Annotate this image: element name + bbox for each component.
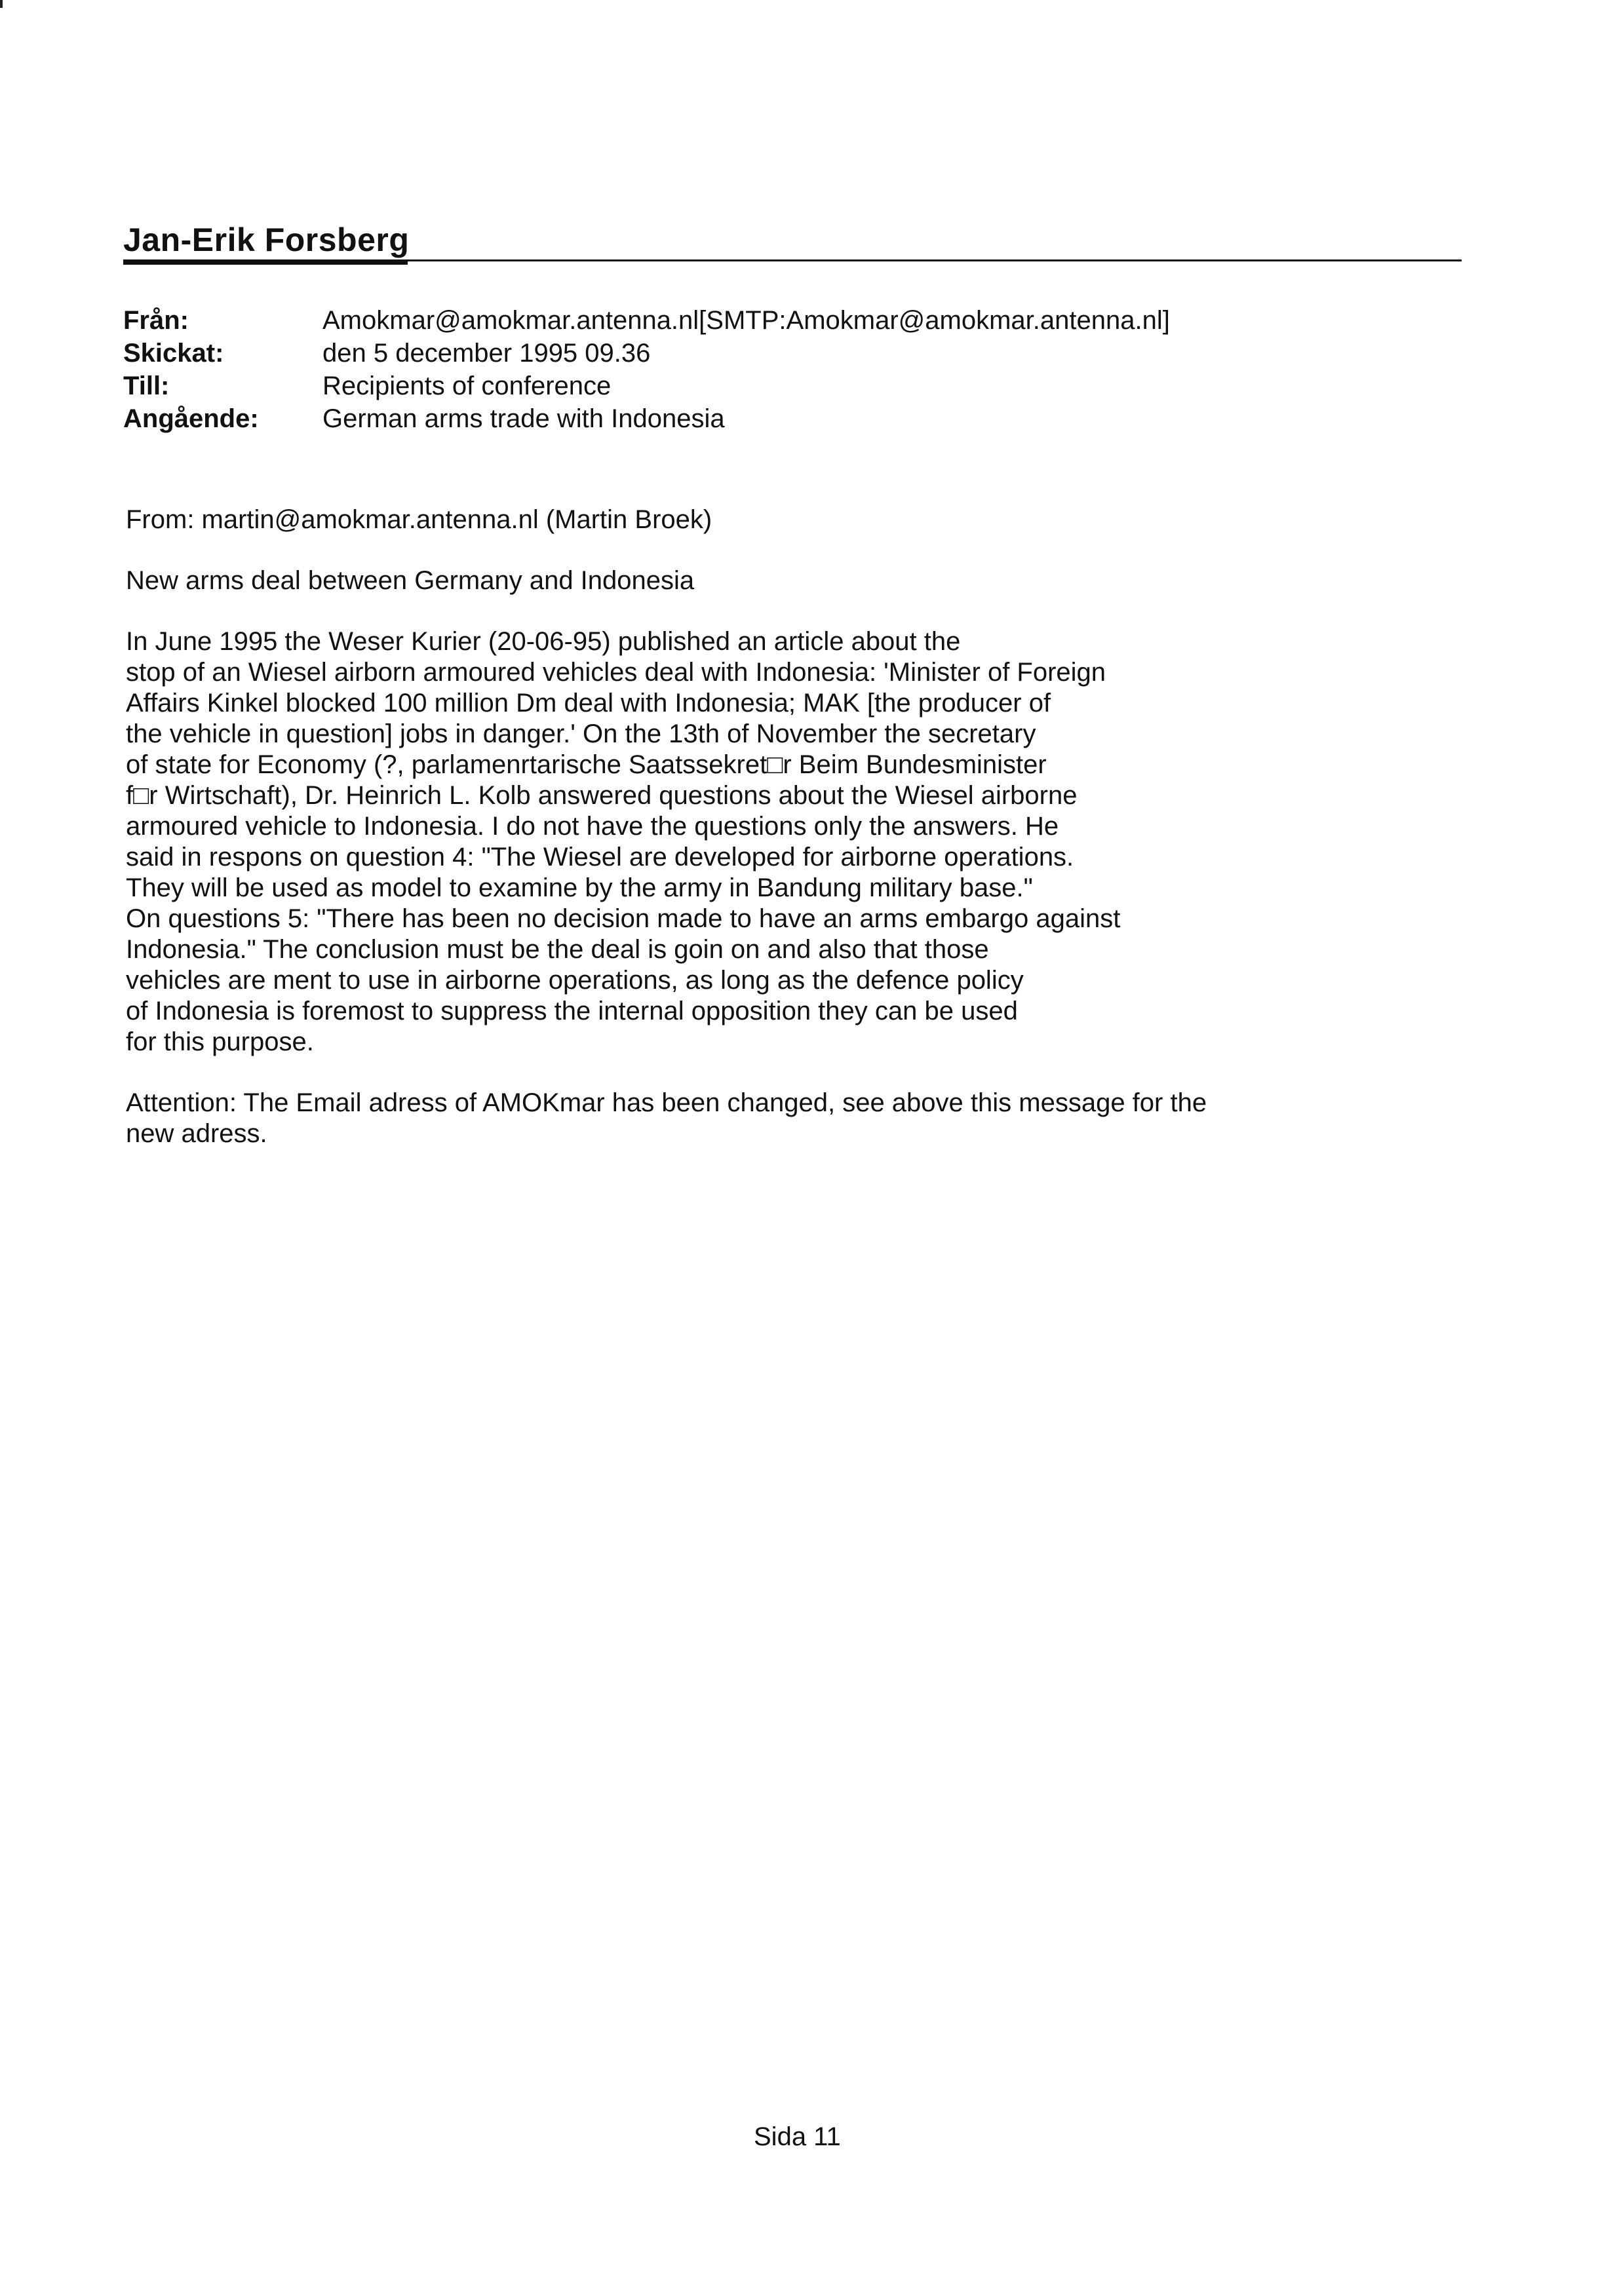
attention-paragraph	[126, 1088, 1371, 1149]
paragraph-line: In June 1995 the Weser Kurier (20-06-95) published an article about the	[126, 627, 961, 656]
paragraph-line: armoured vehicle to Indonesia. I do not have the questions only the answers. He	[126, 812, 1059, 841]
sender-name-heading: Jan-Erik Forsberg	[123, 221, 410, 258]
meta-value: Recipients of conference	[322, 372, 612, 400]
header-underline-thick	[123, 259, 408, 265]
from-line: From: martin@amokmar.antenna.nl (Martin Broek)	[126, 505, 712, 534]
email-metadata	[123, 304, 1170, 435]
paragraph-line: Affairs Kinkel blocked 100 million Dm deal with Indonesia; MAK [the producer of	[126, 689, 1051, 718]
page-number: Sida 11	[754, 2122, 841, 2151]
paragraph-line: of Indonesia is foremost to suppress the internal opposition they can be used	[126, 997, 1018, 1025]
paragraph-line: On questions 5: "There has been no decision made to have an arms embargo against	[126, 904, 1121, 933]
meta-label: Skickat:	[123, 339, 224, 368]
paragraph-line: new adress.	[126, 1119, 267, 1148]
meta-label: Angående:	[123, 404, 259, 433]
paragraph-line: the vehicle in question] jobs in danger.' On the 13th of November the secretary	[126, 719, 1036, 748]
paragraph-line: vehicles are ment to use in airborne operations, as long as the defence policy	[126, 966, 1024, 995]
meta-value: den 5 december 1995 09.36	[322, 339, 651, 368]
meta-row-to	[123, 370, 1170, 402]
meta-value: Amokmar@amokmar.antenna.nl[SMTP:Amokmar@amokmar.antenna.nl]	[322, 306, 1170, 335]
meta-value: German arms trade with Indonesia	[322, 404, 725, 433]
main-paragraph	[126, 626, 1371, 1058]
meta-row-subject	[123, 402, 1170, 435]
subject-line: New arms deal between Germany and Indonesia	[126, 566, 695, 595]
header-underline-thin	[408, 259, 1462, 261]
meta-row-from	[123, 304, 1170, 337]
paragraph-line: Attention: The Email adress of AMOKmar has been changed, see above this message for the	[126, 1088, 1207, 1117]
paragraph-line: for this purpose.	[126, 1027, 314, 1056]
scan-mark	[0, 0, 3, 8]
paragraph-line: stop of an Wiesel airborn armoured vehicles deal with Indonesia: 'Minister of Foreign	[126, 658, 1106, 687]
meta-row-sent	[123, 337, 1170, 370]
paragraph-line: Indonesia." The conclusion must be the deal is goin on and also that those	[126, 935, 989, 964]
meta-label: Till:	[123, 372, 170, 400]
paragraph-line: They will be used as model to examine by the army in Bandung military base."	[126, 873, 1033, 902]
meta-label: Från:	[123, 306, 189, 335]
paragraph-line: f□r Wirtschaft), Dr. Heinrich L. Kolb answered questions about the Wiesel airborne	[126, 781, 1078, 810]
paragraph-line: said in respons on question 4: "The Wiesel are developed for airborne operations.	[126, 843, 1074, 871]
email-body	[126, 505, 1371, 1179]
paragraph-line: of state for Economy (?, parlamenrtarische Saatssekret□r Beim Bundesminister	[126, 750, 1047, 779]
